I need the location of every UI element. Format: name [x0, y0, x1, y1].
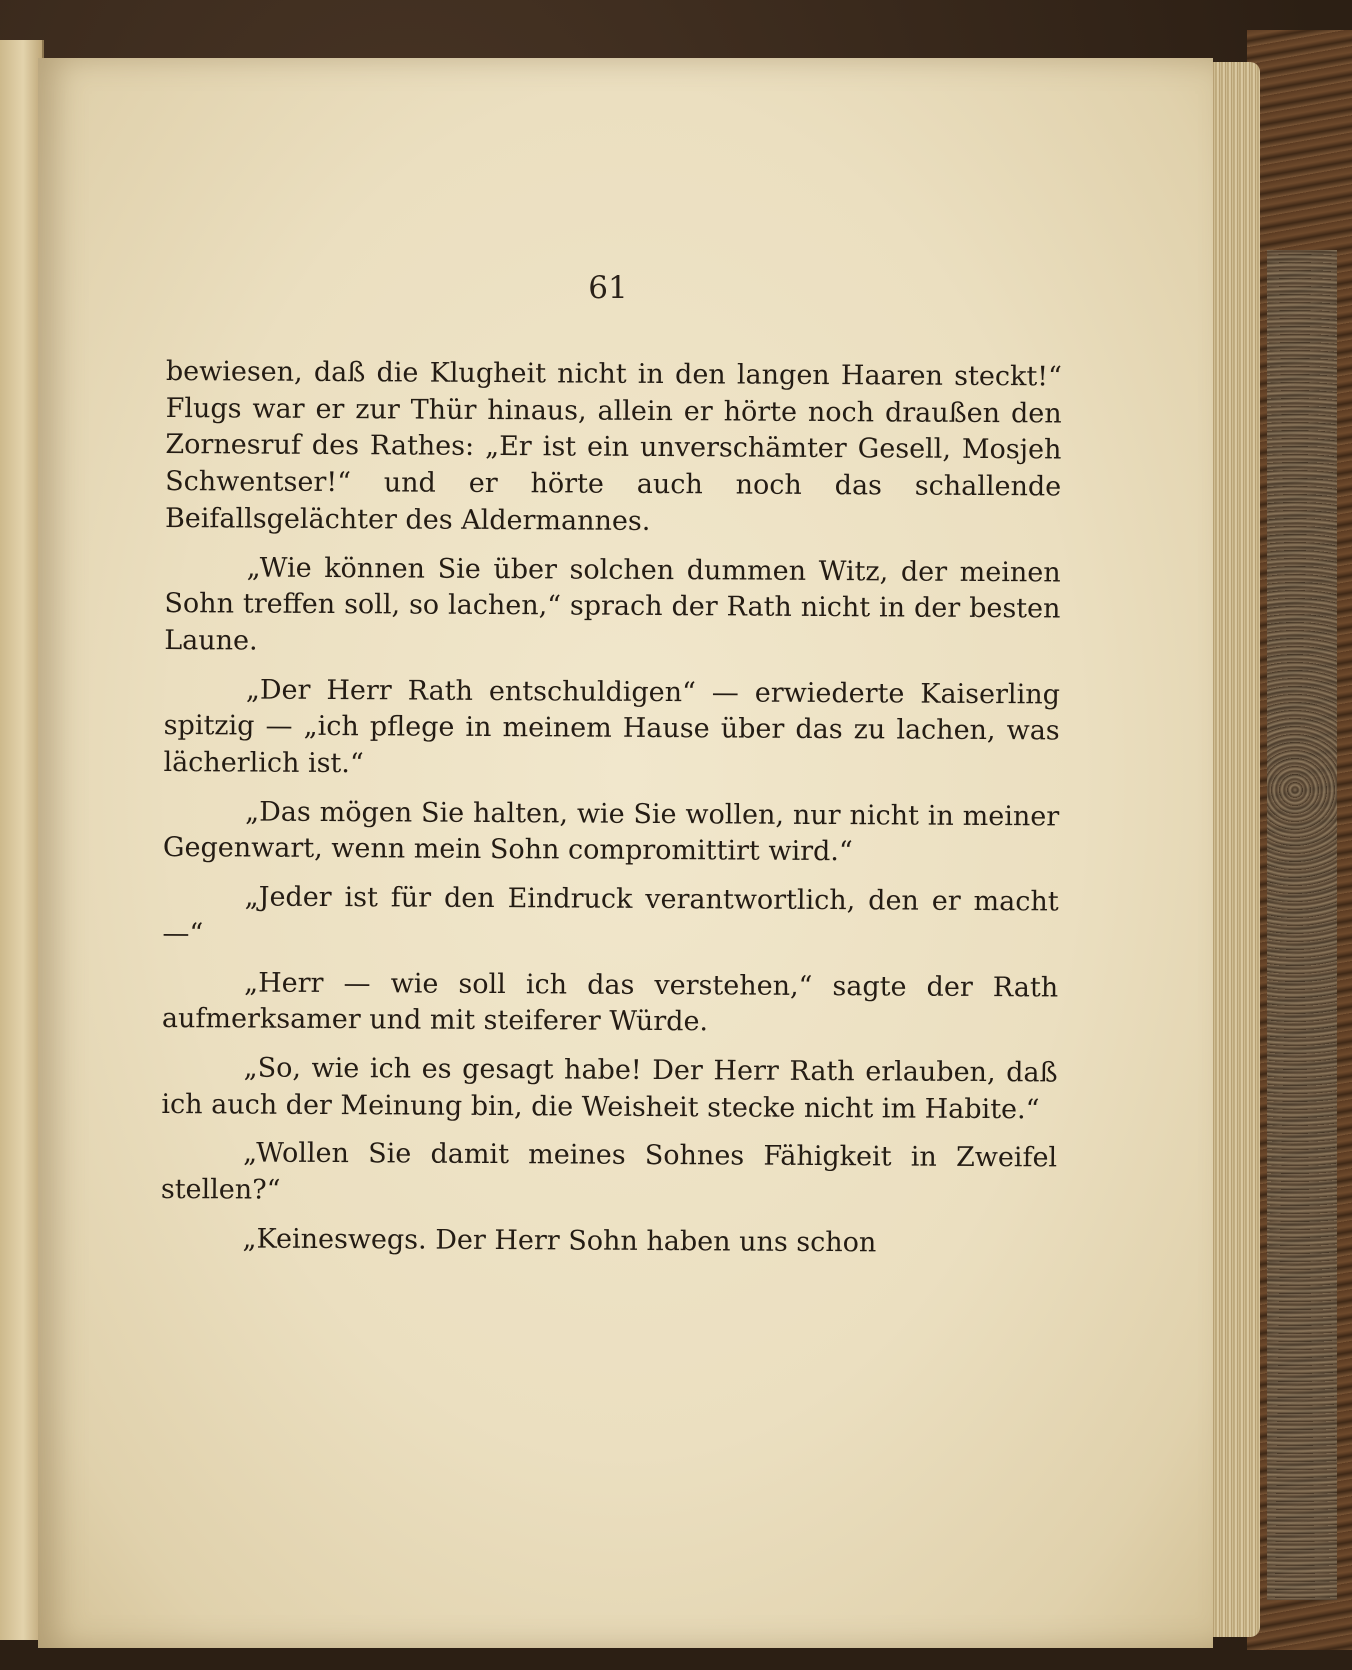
page-number: 61 [588, 270, 628, 306]
page-text [160, 354, 1062, 1275]
paragraph: bewiesen, daß die Klugheit nicht in den langen Haaren steckt!“ Flugs war er zur Thür hinaus, allein er hörte noch draußen den Zornesruf des Rathes: „Er ist ein unverschämter Gesell, Mosjeh Schwentser!“ und er hörte auch noch das schallende Beifallsgelächter des Aldermannes. [164, 355, 1062, 537]
paragraph: „So, wie ich es gesagt habe! Der Herr Rath erlauben, daß ich auch der Meinung bin, die Weisheit stecke nicht im Habite.“ [161, 1052, 1058, 1126]
book-cover-edge [1247, 30, 1352, 1650]
paragraph: „Herr — wie soll ich das verstehen,“ sagte der Rath aufmerksamer und mit steiferer Würde. [161, 967, 1059, 1038]
paragraph: „Der Herr Rath entschuldigen“ — erwiederte Kaiserling spitzig — „ich pflege in meinem Hause über das zu lachen, was lächerlich ist.“ [163, 674, 1061, 780]
paragraph: „Wollen Sie damit meines Sohnes Fähigkeit in Zweifel stellen?“ [160, 1137, 1058, 1206]
paragraph: „Keineswegs. Der Herr Sohn haben uns schon [242, 1223, 877, 1259]
paragraph: „Wie können Sie über solchen dummen Witz, der meinen Sohn treffen soll, so lachen,“ sprach der Rath nicht in der besten Laune. [164, 552, 1061, 657]
book-page [38, 58, 1213, 1648]
paragraph: „Jeder ist für den Eindruck verantwortlich, den er macht —“ [162, 881, 1059, 950]
paragraph: „Das mögen Sie halten, wie Sie wollen, nur nicht in meiner Gegenwart, wenn mein Sohn compromittirt wird.“ [162, 796, 1060, 868]
